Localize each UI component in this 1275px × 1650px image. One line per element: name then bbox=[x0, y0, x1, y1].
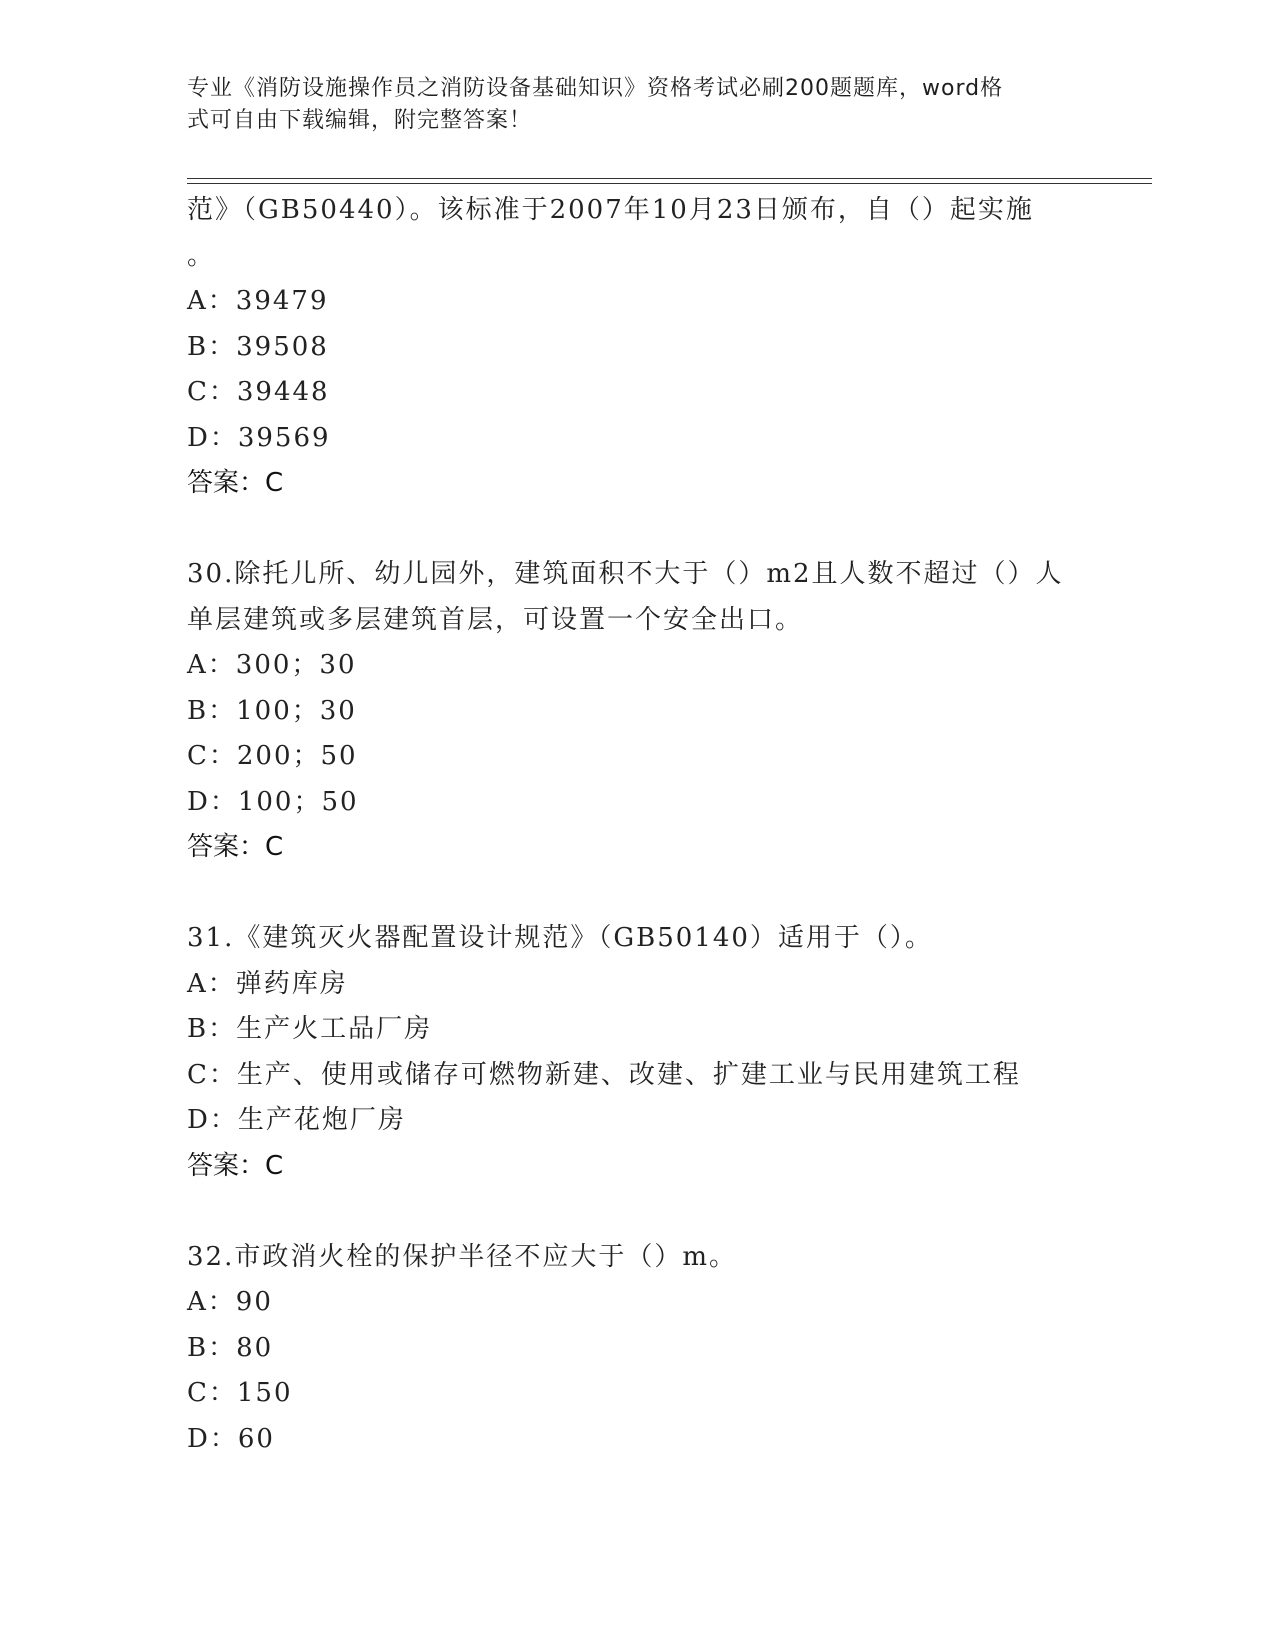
answer-line: 答案：C bbox=[187, 832, 284, 862]
spacer bbox=[187, 507, 1137, 553]
answer-line: 答案：C bbox=[187, 1150, 284, 1181]
document-header bbox=[187, 73, 1067, 137]
option-c: C：生产、使用或储存可燃物新建、改建、扩建工业与民用建筑工程 bbox=[187, 1059, 1021, 1090]
header-divider-bottom bbox=[187, 183, 1152, 184]
answer-line: 答案：C bbox=[187, 468, 284, 498]
question-32 bbox=[187, 1235, 1137, 1463]
option-c: C：39448 bbox=[187, 377, 330, 407]
header-line-2: 式可自由下载编辑，附完整答案！ bbox=[187, 108, 533, 133]
question-stem: 31.《建筑灭火器配置设计规范》（GB50140）适用于（）。 bbox=[187, 923, 933, 953]
option-b: B：39508 bbox=[187, 331, 329, 362]
option-b: B：80 bbox=[187, 1332, 274, 1363]
option-a: A：90 bbox=[187, 1287, 273, 1317]
option-b: B：生产火工品厂房 bbox=[187, 1014, 433, 1044]
question-list bbox=[187, 188, 1137, 1462]
option-b: B：100；30 bbox=[187, 695, 357, 726]
question-30 bbox=[187, 552, 1137, 871]
option-d: D：60 bbox=[187, 1423, 275, 1454]
header-line-1: 专业《消防设施操作员之消防设备基础知识》资格考试必刷200题题库，word格 bbox=[187, 76, 1004, 101]
option-a: A：39479 bbox=[187, 286, 329, 316]
option-d: D：39569 bbox=[187, 422, 331, 453]
option-c: C：150 bbox=[187, 1378, 293, 1408]
option-c: C：200；50 bbox=[187, 741, 358, 771]
option-d: D：100；50 bbox=[187, 786, 359, 817]
question-29 bbox=[187, 188, 1137, 507]
spacer bbox=[187, 871, 1137, 917]
question-stem: 单层建筑或多层建筑首层，可设置一个安全出口。 bbox=[187, 604, 804, 635]
question-stem: 30.除托儿所、幼儿园外，建筑面积不大于（）m2且人数不超过（）人 bbox=[187, 559, 1064, 589]
spacer bbox=[187, 1189, 1137, 1235]
option-a: A：弹药库房 bbox=[187, 968, 348, 999]
header-divider-top bbox=[187, 178, 1152, 179]
option-a: A：300；30 bbox=[187, 650, 357, 680]
question-31 bbox=[187, 916, 1137, 1189]
question-stem: 。 bbox=[187, 240, 216, 271]
option-d: D：生产花炮厂房 bbox=[187, 1105, 406, 1135]
question-stem: 32.市政消火栓的保护半径不应大于（）m。 bbox=[187, 1241, 738, 1272]
question-stem: 范》（GB50440）。该标准于2007年10月23日颁布，自（）起实施 bbox=[187, 195, 1034, 225]
